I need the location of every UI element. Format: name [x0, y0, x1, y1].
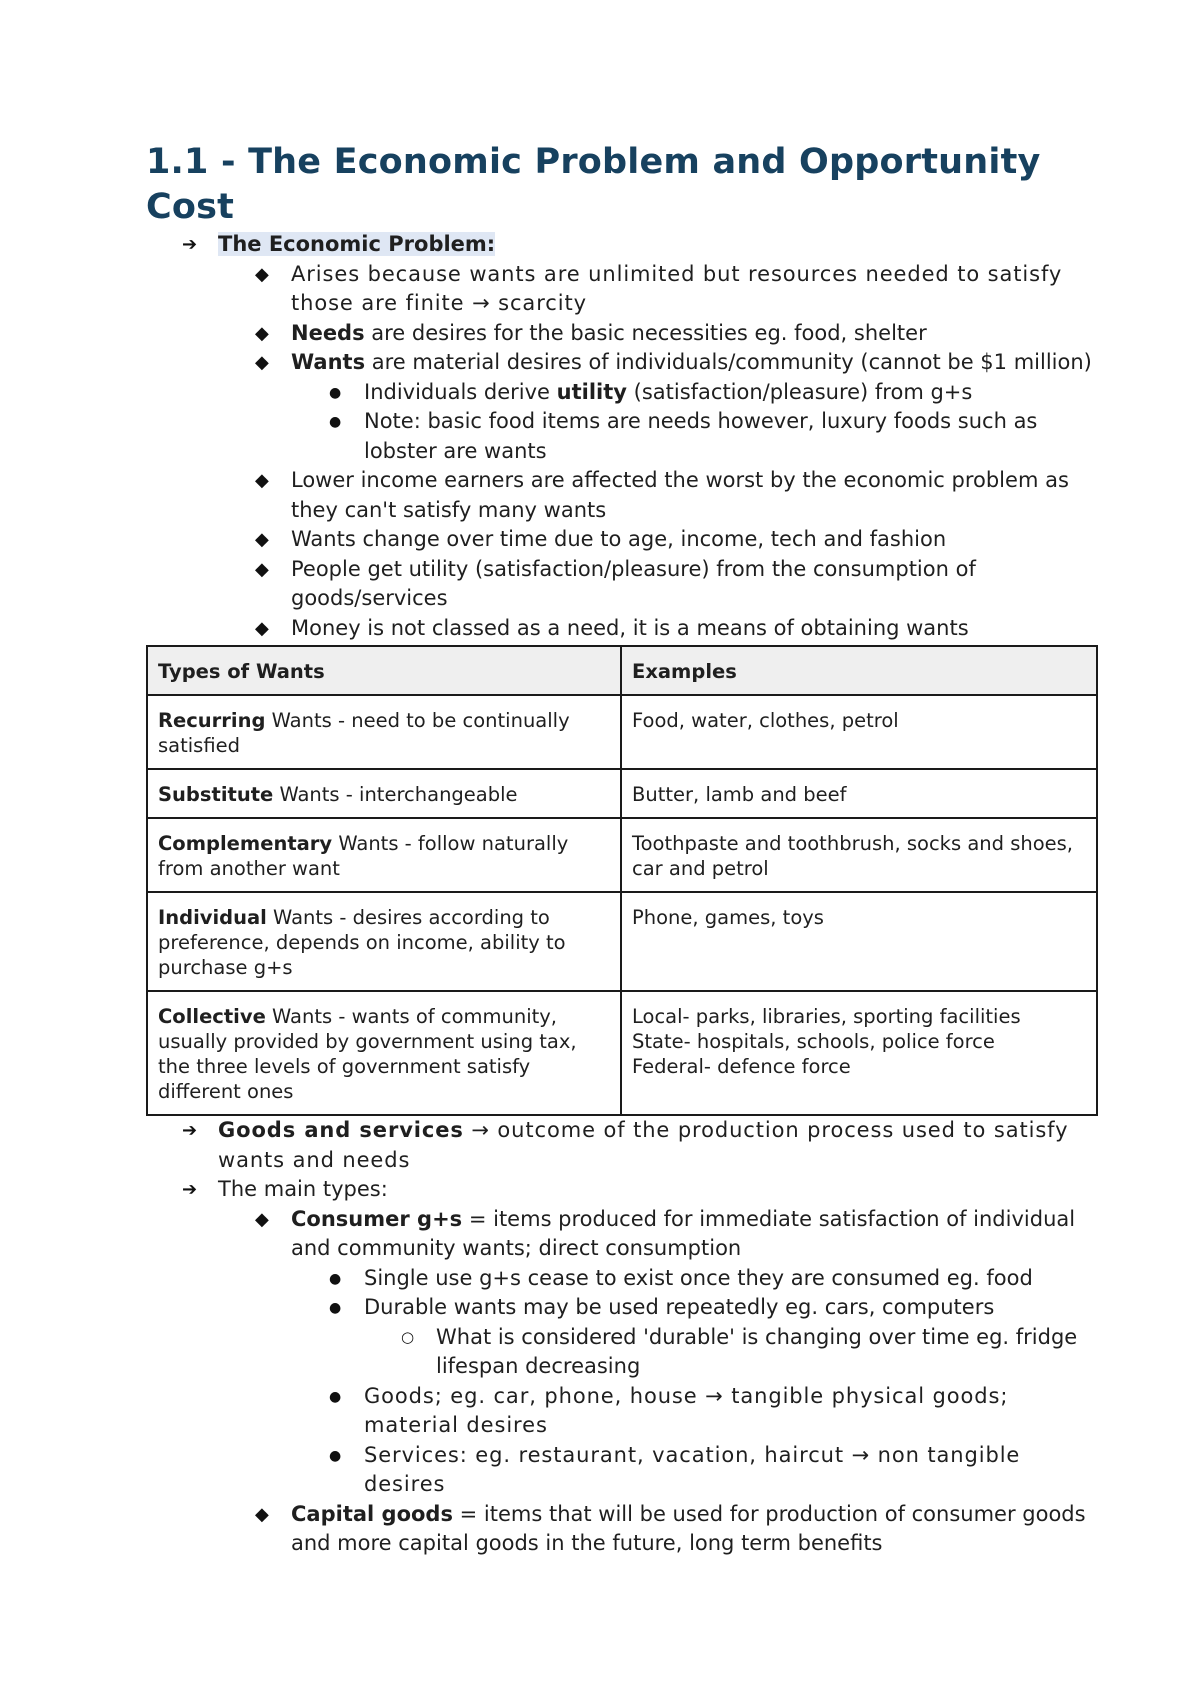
dot-bullet-icon: ● [329, 1270, 342, 1287]
want-type-cell: Individual Wants - desires according to preference, depends on income, ability to purchase g+s [147, 892, 621, 991]
diamond-bullet-icon: ◆ [255, 263, 269, 285]
list-item: ● Single use g+s cease to exist once they are consumed eg. food [146, 1264, 1096, 1294]
list-item-economic-problem [146, 230, 1096, 260]
arrow-bullet-icon: ➔ [182, 234, 198, 255]
dot-bullet-icon: ● [329, 384, 342, 401]
list-item: ● Goods; eg. car, phone, house → tangible physical goods; material desires [329, 1383, 1009, 1437]
dot-bullet-icon: ● [329, 1388, 342, 1405]
diamond-bullet-icon: ◆ [255, 322, 269, 344]
list-item: ◆ Money is not classed as a need, it is a means of obtaining wants [146, 614, 1096, 644]
list-item: ◆ Arises because wants are unlimited but resources needed to satisfy those are finite → scarcity [255, 261, 1063, 315]
example-cell: Phone, games, toys [621, 892, 1097, 991]
list-item: ◆ Wants are material desires of individuals/community (cannot be $1 million) [146, 348, 1096, 378]
table-row [147, 695, 1097, 769]
dot-bullet-icon: ● [329, 1447, 342, 1464]
arrow-bullet-icon: ➔ [182, 1179, 198, 1200]
example-cell: Toothpaste and toothbrush, socks and shoes, car and petrol [621, 818, 1097, 892]
example-cell: Food, water, clothes, petrol [621, 695, 1097, 769]
list-item-main-types: ➔ The main types: [146, 1175, 1096, 1205]
circle-bullet-icon: ○ [401, 1327, 415, 1346]
list-item: ◆ Consumer g+s = items produced for immediate satisfaction of individual and community wants; direct consumption [255, 1206, 1076, 1260]
list-item: ◆ Needs are desires for the basic necessities eg. food, shelter [146, 319, 1096, 349]
want-type-cell: Recurring Wants - need to be continually satisfied [147, 695, 621, 769]
list-item: ○ What is considered 'durable' is changing over time eg. fridge lifespan decreasing [401, 1324, 1078, 1378]
diamond-bullet-icon: ◆ [255, 1503, 269, 1525]
diamond-bullet-icon: ◆ [255, 617, 269, 639]
example-cell: Local- parks, libraries, sporting facilities State- hospitals, schools, police force Federal- defence force [621, 991, 1097, 1115]
list-item: ● Durable wants may be used repeatedly eg. cars, computers [146, 1293, 1096, 1323]
table-row [147, 892, 1097, 991]
dot-bullet-icon: ● [329, 414, 342, 430]
list-item: ◆ Lower income earners are affected the worst by the economic problem as they can't satisfy many wants [255, 468, 1069, 522]
diamond-bullet-icon: ◆ [255, 529, 269, 550]
list-item: ● Note: basic food items are needs however, luxury foods such as lobster are wants [329, 409, 1038, 463]
example-cell: Butter, lamb and beef [621, 769, 1097, 818]
want-type-cell: Collective Wants - wants of community, usually provided by government using tax, the three levels of government satisfy different ones [147, 991, 621, 1115]
want-type-cell: Complementary Wants - follow naturally from another want [147, 818, 621, 892]
list-item: ◆ People get utility (satisfaction/pleasure) from the consumption of goods/services [255, 556, 976, 610]
table-row [147, 769, 1097, 818]
diamond-bullet-icon: ◆ [255, 1208, 269, 1230]
list-item: ◆ Capital goods = items that will be used for production of consumer goods and more capital goods in the future, long term benefits [255, 1501, 1086, 1555]
table-row [147, 991, 1097, 1115]
diamond-bullet-icon: ◆ [255, 558, 269, 580]
column-header: Types of Wants [147, 646, 621, 695]
section-heading: The Economic Problem: [218, 232, 496, 256]
want-type-cell: Substitute Wants - interchangeable [147, 769, 621, 818]
dot-bullet-icon: ● [329, 1300, 342, 1316]
document-content [146, 140, 1096, 1559]
diamond-bullet-icon: ◆ [255, 470, 269, 491]
list-item: ◆ Wants change over time due to age, income, tech and fashion [146, 525, 1096, 555]
list-item: ● Services: eg. restaurant, vacation, haircut → non tangible desires [329, 1442, 1021, 1496]
list-item: ● Individuals derive utility (satisfaction/pleasure) from g+s [146, 378, 1096, 408]
types-of-wants-table [146, 645, 1098, 1116]
table-row [147, 818, 1097, 892]
page-title: 1.1 - The Economic Problem and Opportunity Cost [146, 142, 1041, 227]
arrow-bullet-icon: ➔ [182, 1120, 198, 1141]
table-header-row [147, 646, 1097, 695]
diamond-bullet-icon: ◆ [255, 352, 269, 373]
list-item-goods-services: ➔ Goods and services → outcome of the production process used to satisfy wants and needs [182, 1118, 1069, 1172]
column-header: Examples [621, 646, 1097, 695]
